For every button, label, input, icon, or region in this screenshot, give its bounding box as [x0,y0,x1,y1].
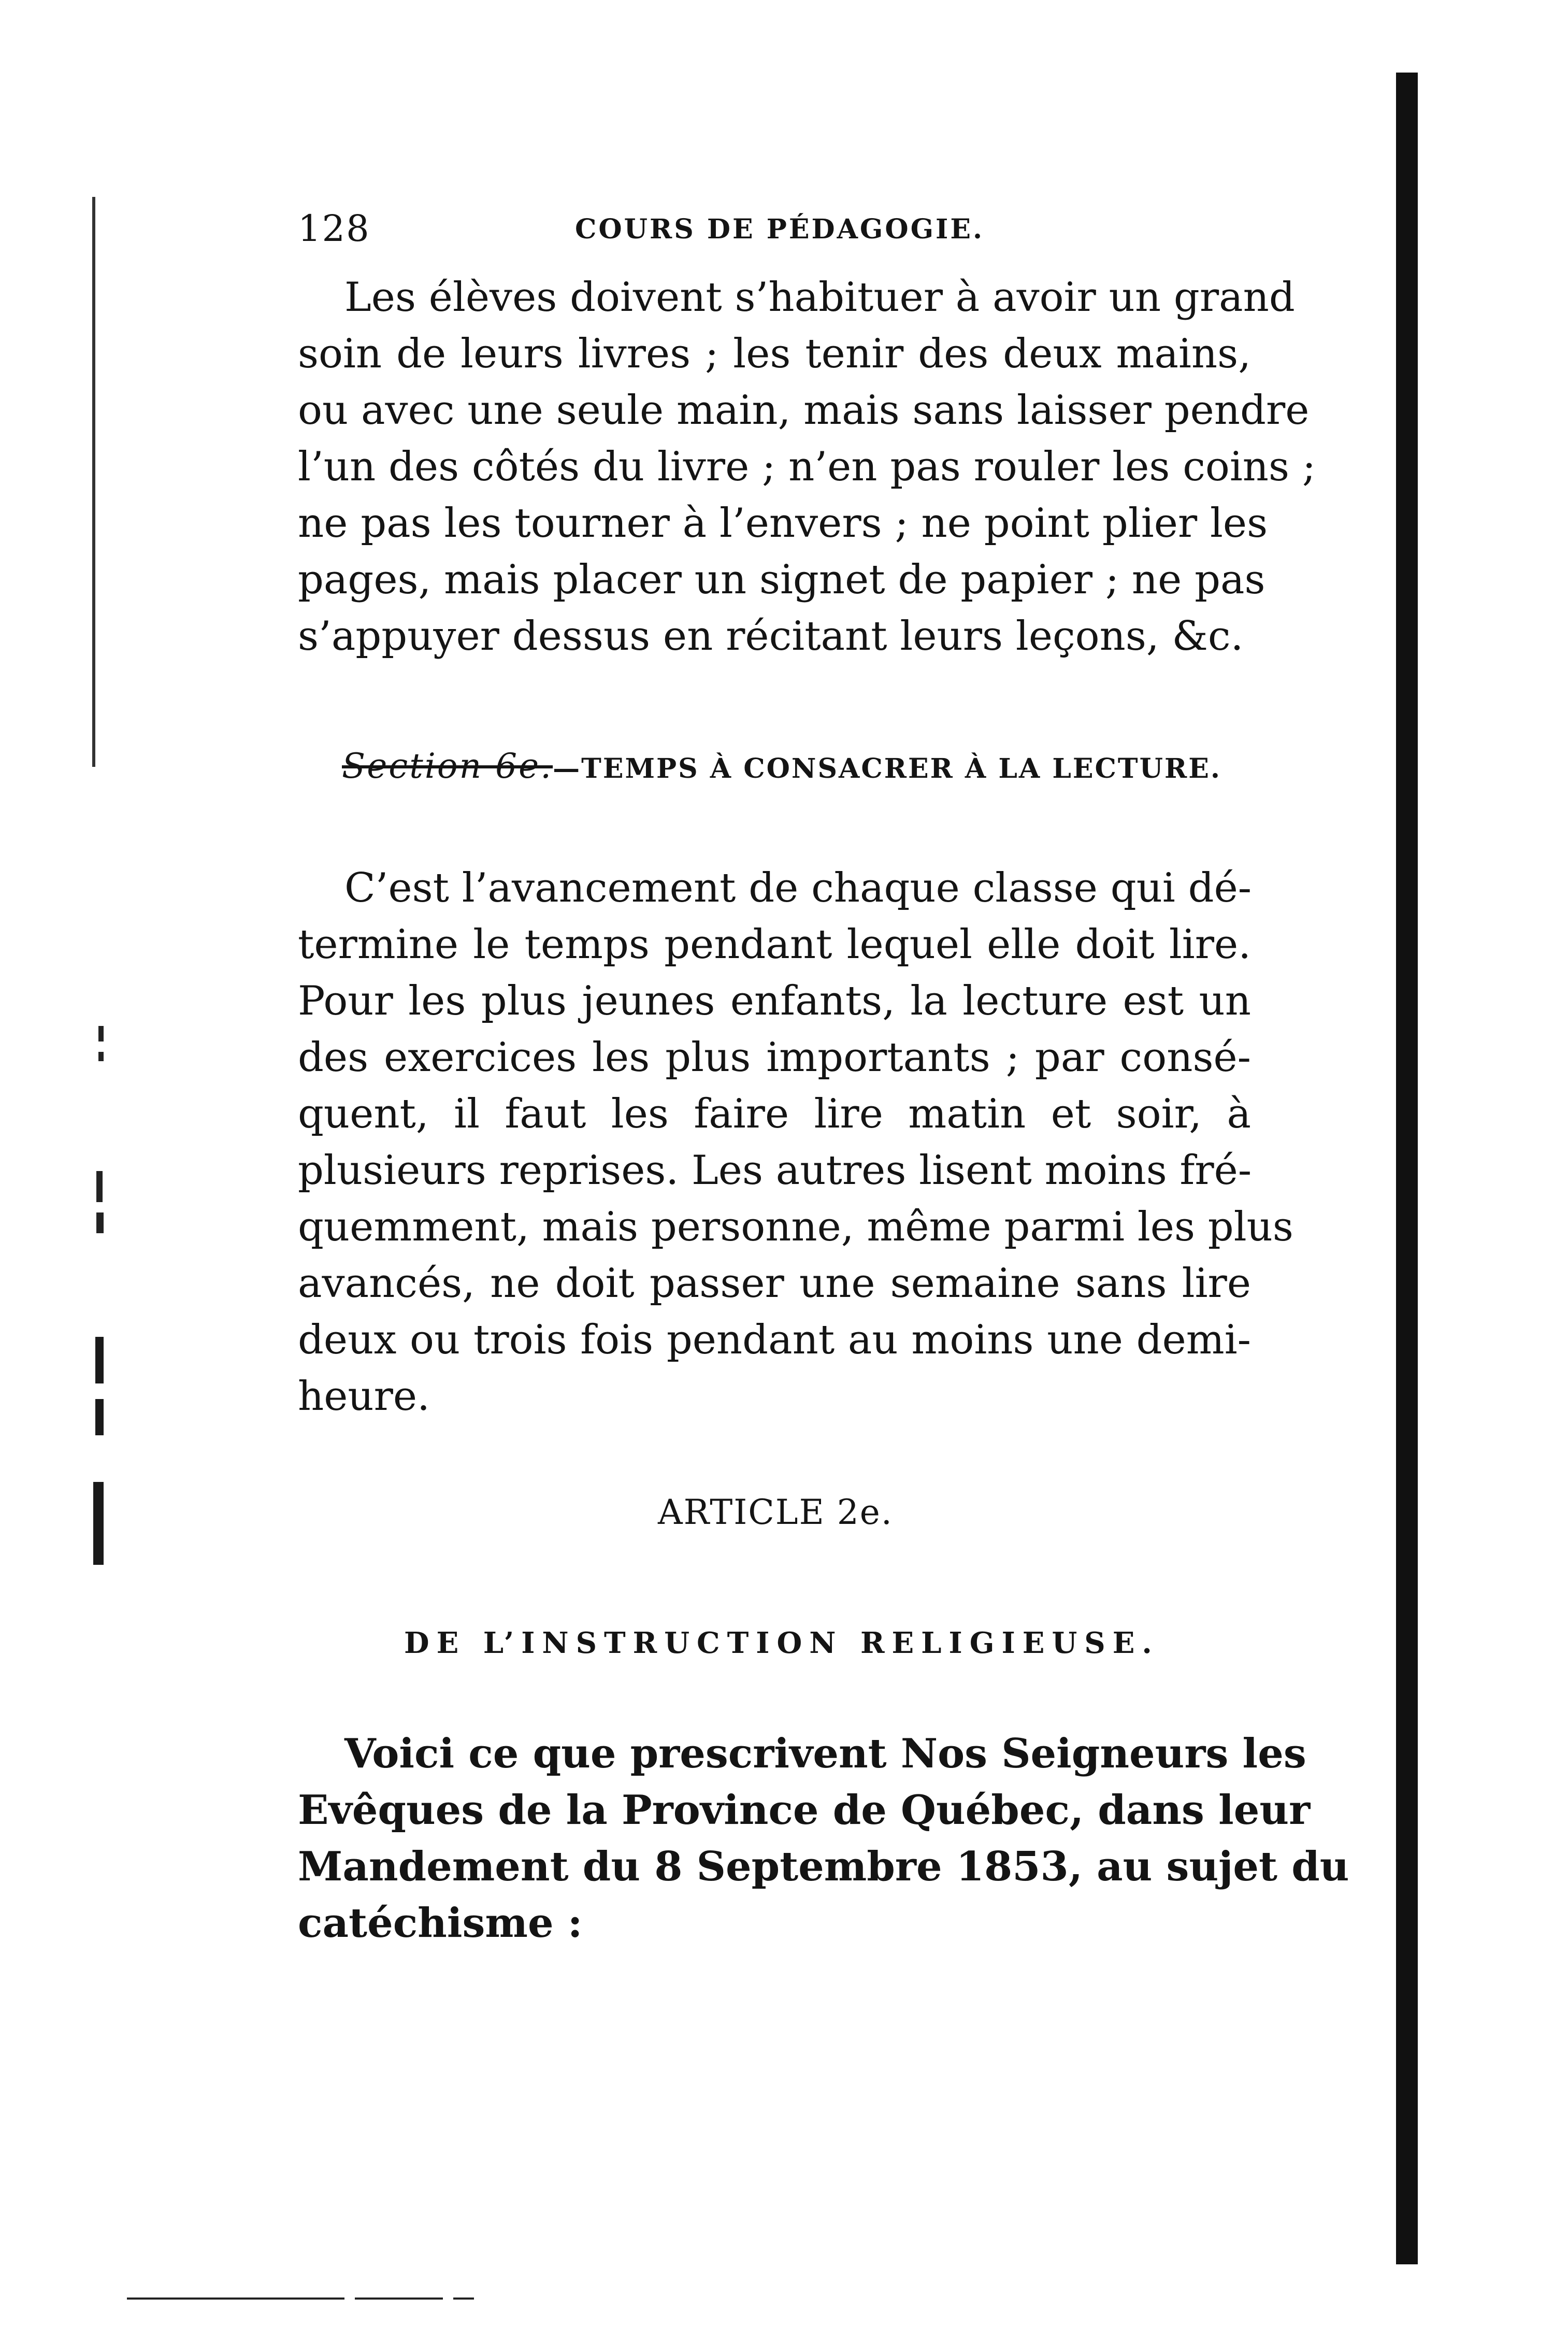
text-line: Pour les plus jeunes enfants, la lecture est un [298,978,1251,1024]
text-line: quent, il faut les faire lire matin et soir, à [298,1091,1251,1137]
text-line: catéchisme : [298,1900,583,1947]
scan-edge-right [1396,73,1418,2264]
article-title: DE L’INSTRUCTION RELIGIEUSE. [404,1626,1159,1660]
page-number: 128 [298,207,370,250]
text-line: ou avec une seule main, mais sans laisser pendre [298,387,1310,434]
article-label: ARTICLE 2e. [658,1492,893,1532]
text-line: s’appuyer dessus en récitant leurs leçons, &c. [298,613,1244,660]
running-title: COURS DE PÉDAGOGIE. [575,213,985,245]
text-line: quemment, mais personne, même parmi les plus [298,1204,1293,1250]
paragraph-reading-time [298,860,1293,1425]
page-header [298,207,1282,249]
text-line: avancés, ne doit passer une semaine sans lire [298,1260,1251,1307]
section-heading [342,746,1221,786]
scan-edge-left [78,73,114,1575]
paragraph-care-of-books [298,269,1316,665]
section-label: Section 6e. [342,746,553,786]
text-line: termine le temps pendant lequel elle doit lire. [298,921,1251,968]
text-line: C’est l’avancement de chaque classe qui dé- [344,865,1252,911]
scan-edge-bottom [127,2296,479,2301]
text-line: Voici ce que prescrivent Nos Seigneurs les [344,1730,1306,1777]
paragraph-mandement [298,1725,1349,1951]
text-line: des exercices les plus importants ; par consé- [298,1034,1251,1081]
text-line: heure. [298,1373,430,1420]
text-line: soin de leurs livres ; les tenir des deux mains, [298,331,1251,377]
text-line: plusieurs reprises. Les autres lisent moins fré- [298,1147,1252,1194]
text-line: Evêques de la Province de Québec, dans leur [298,1787,1311,1834]
text-line: ne pas les tourner à l’envers ; ne point plier les [298,500,1268,547]
section-title: —TEMPS À CONSACRER À LA LECTURE. [553,753,1221,784]
text-line: pages, mais placer un signet de papier ; ne pas [298,556,1265,603]
text-line: Mandement du 8 Septembre 1853, au sujet du [298,1843,1349,1890]
text-line: Les élèves doivent s’habituer à avoir un grand [344,274,1295,321]
text-line: l’un des côtés du livre ; n’en pas rouler les coins ; [298,444,1316,490]
text-line: deux ou trois fois pendant au moins une demi- [298,1317,1251,1363]
